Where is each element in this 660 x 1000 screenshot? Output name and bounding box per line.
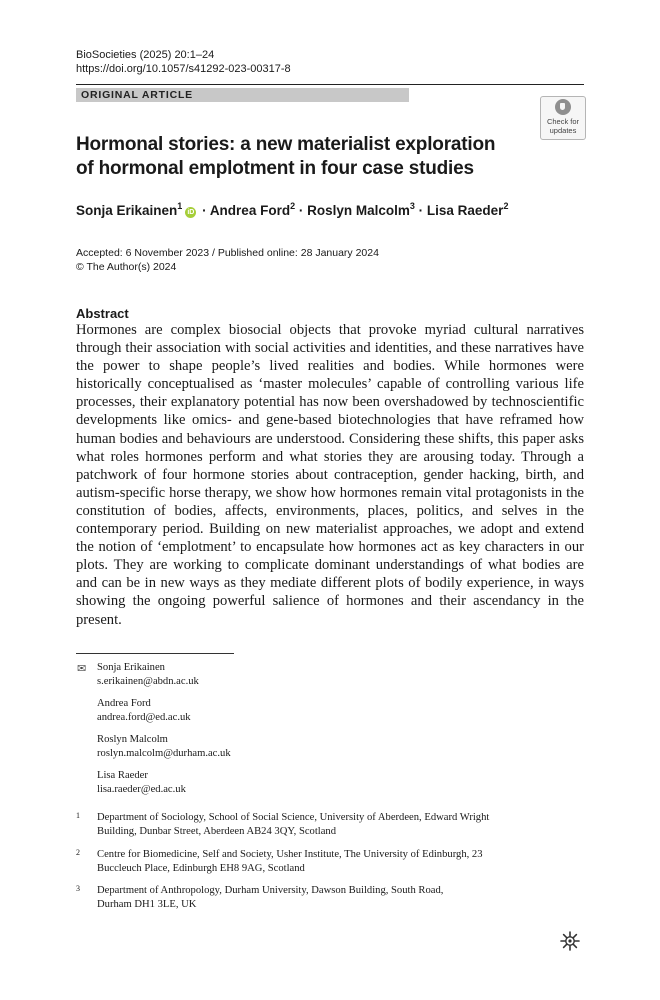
bookmark-icon xyxy=(555,99,571,115)
correspondence-email[interactable]: lisa.raeder@ed.ac.uk xyxy=(97,784,186,795)
correspondence-entry xyxy=(97,661,199,689)
footnote-rule xyxy=(76,653,234,654)
correspondence-entry xyxy=(97,733,231,761)
author-name[interactable]: Andrea Ford xyxy=(209,203,291,218)
correspondence-name: Lisa Raeder xyxy=(97,770,148,781)
title-line-1: Hormonal stories: a new materialist exploration xyxy=(76,134,496,155)
correspondence-name: Andrea Ford xyxy=(97,698,151,709)
copyright-notice: © The Author(s) 2024 xyxy=(76,261,177,273)
article-type-label: ORIGINAL ARTICLE xyxy=(81,89,193,101)
check-for-updates-badge[interactable] xyxy=(540,96,586,140)
affiliation-text: Department of Anthropology, Durham University, Dawson Building, South Road, Durham DH1 3LE, UK xyxy=(97,885,444,911)
envelope-icon: ✉ xyxy=(77,663,87,675)
author-list: Sonja Erikainen$^1$iD · Andrea Ford$^2$ · Roslyn Malcolm$^3$ · Lisa Raeder$^2$ xyxy=(76,201,509,218)
correspondence-email[interactable]: s.erikainen@abdn.ac.uk xyxy=(97,676,199,687)
author-name[interactable]: Sonja Erikainen xyxy=(76,203,178,218)
affiliation-text: Department of Sociology, School of Social Science, University of Aberdeen, Edward Wright Building, Dunbar Street, Aberdeen AB24 3QY, Scotland xyxy=(97,812,490,838)
author-affiliation-mark: 1 xyxy=(177,201,183,211)
header-rule xyxy=(76,84,584,85)
article-title xyxy=(76,133,526,181)
affiliation-text: Centre for Biomedicine, Self and Society, Usher Institute, The University of Edinburgh, 23 Buccleuch Place, Edinburgh EH8 9AG, Scotland xyxy=(97,849,483,875)
author-affiliation-mark: 2 xyxy=(290,201,296,211)
author-name[interactable]: Roslyn Malcolm xyxy=(307,203,410,218)
correspondence-entry xyxy=(97,769,186,797)
correspondence-entry xyxy=(97,697,191,725)
correspondence-email[interactable]: roslyn.malcolm@durham.ac.uk xyxy=(97,748,231,759)
abstract-text: Hormones are complex biosocial objects that provoke myriad cultural narratives through their association with social activities and identities, and these narratives have the power to shape people’s lived realities and bodies. While hormones were historically conceptualised as ‘master molecules’ capable of controlling various life processes, their explanatory potential has now been overshadowed by technoscientific developments like omics- and gene-based biotechnologies that have reframed how human bodies and behaviours are understood. Considering these shifts, this paper asks what roles hormones perform and what stories they are arousing today. Through a patchwork of four hormone stories about contraception, gender hacking, birth, and autism-specific horse therapy, we show how hormones remain vital protagonists in the constitution of bodies, affects, environments, places, politics, and selves in the contemporary period. Building on new materialist approaches, we adopt and extend the notion of ‘emplotment’ to encapsulate how hormones act as key characters in our plots. They are working to complicate dominant understandings of what bodies are and can be in new ways as they mediate different plots of bodily experience, in ways showing the ongoing powerful salience of hormones and their ascendancy in the present. xyxy=(76,322,584,628)
doi-link[interactable]: https://doi.org/10.1057/s41292-023-00317-8 xyxy=(76,63,291,75)
correspondence-name: Sonja Erikainen xyxy=(97,662,165,673)
author-name[interactable]: Lisa Raeder xyxy=(426,203,504,218)
orcid-icon[interactable]: iD xyxy=(187,209,195,216)
affiliation-number: 2 xyxy=(76,848,80,857)
journal-citation-block xyxy=(76,48,291,76)
title-line-2: of hormonal emplotment in four case studies xyxy=(76,158,474,179)
publication-dates xyxy=(76,246,379,274)
correspondence-email[interactable]: andrea.ford@ed.ac.uk xyxy=(97,712,191,723)
author-affiliation-mark: 3 xyxy=(409,201,415,211)
affiliation-number: 1 xyxy=(76,811,80,820)
journal-citation: BioSocieties (2025) 20:1–24 xyxy=(76,49,215,61)
correspondence-name: Roslyn Malcolm xyxy=(97,734,168,745)
abstract-heading: Abstract xyxy=(76,306,129,321)
check-for-updates-label: Check for updates xyxy=(546,117,580,135)
affiliation-number: 3 xyxy=(76,884,80,893)
accepted-published-dates: Accepted: 6 November 2023 / Published online: 28 January 2024 xyxy=(76,247,379,259)
article-type-bar xyxy=(76,88,409,102)
springer-logo xyxy=(558,929,582,953)
author-affiliation-mark: 2 xyxy=(503,201,509,211)
